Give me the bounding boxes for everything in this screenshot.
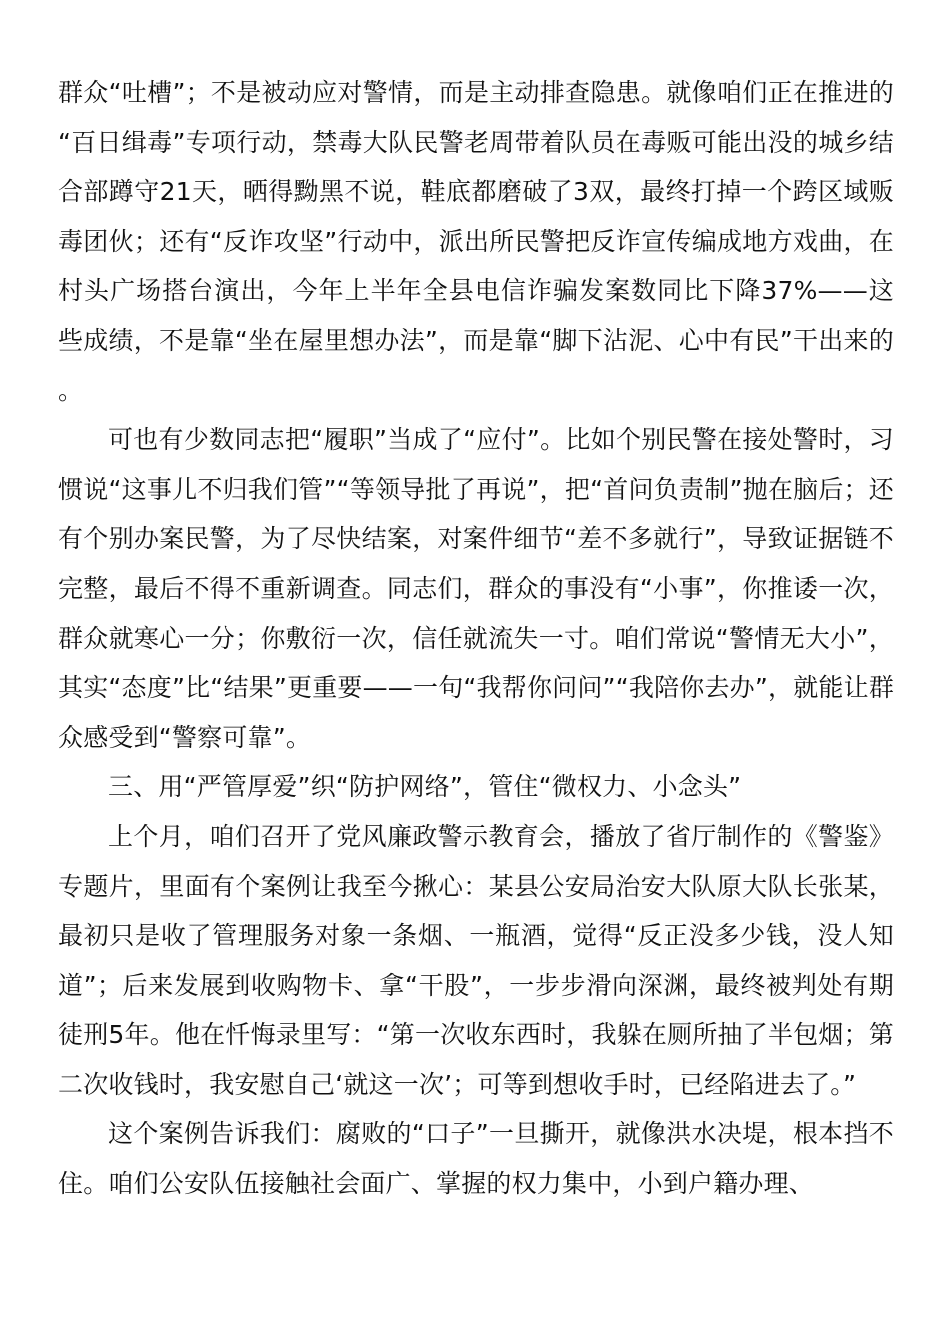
section-heading-3: 三、用“严管厚爱”织“防护网络”，管住“微权力、小念头”: [108, 772, 742, 802]
paragraph-2: 可也有少数同志把“履职”当成了“应付”。比如个别民警在接处警时，习惯说“这事儿不归我们管”“等领导批了再说”，把“首问负责制”抛在脑后；还有个别办案民警，为了尽快结案，对案件细节“差不多就行”，导致证据链不完整，最后不得不重新调查。同志们，群众的事没有“小事”，你推诿一次，群众就寒心一分；你敷衍一次，信任就流失一寸。咱们常说“警情无大小”，其实“态度”比“结果”更重要——一句“我帮你问问”“我陪你去办”，就能让群众感受到“警察可靠”。: [58, 425, 895, 752]
paragraph-1: 群众“吐槽”；不是被动应对警情，而是主动排查隐患。就像咱们正在推进的“百日缉毒”专项行动，禁毒大队民警老周带着队员在毒贩可能出没的城乡结合部蹲守21天，晒得黝黑不说，鞋底都磨破了3双，最终打掉一个跨区域贩毒团伙；还有“反诈攻坚”行动中，派出所民警把反诈宣传编成地方戏曲，在村头广场搭台演出，今年上半年全县电信诈骗发案数同比下降37%——这些成绩，不是靠“坐在屋里想办法”，而是靠“脚下沾泥、心中有民”干出来的。: [58, 78, 894, 405]
paragraph-4: 上个月，咱们召开了党风廉政警示教育会，播放了省厅制作的《警鉴》专题片，里面有个案例让我至今揪心：某县公安局治安大队原大队长张某，最初只是收了管理服务对象一条烟、一瓶酒，觉得“反正没多少钱，没人知道”；后来发展到收购物卡、拿“干股”，一步步滑向深渊，最终被判处有期徒刑5年。他在忏悔录里写：“第一次收东西时，我躲在厕所抽了半包烟；第二次收钱时，我安慰自己‘就这一次’；可等到想收手时，已经陷进去了。”: [58, 821, 894, 1099]
document-body: [58, 68, 894, 1209]
paragraph-5: 这个案例告诉我们：腐败的“口子”一旦撕开，就像洪水决堤，根本挡不住。咱们公安队伍接触社会面广、掌握的权力集中，小到户籍办理、: [58, 1119, 894, 1199]
